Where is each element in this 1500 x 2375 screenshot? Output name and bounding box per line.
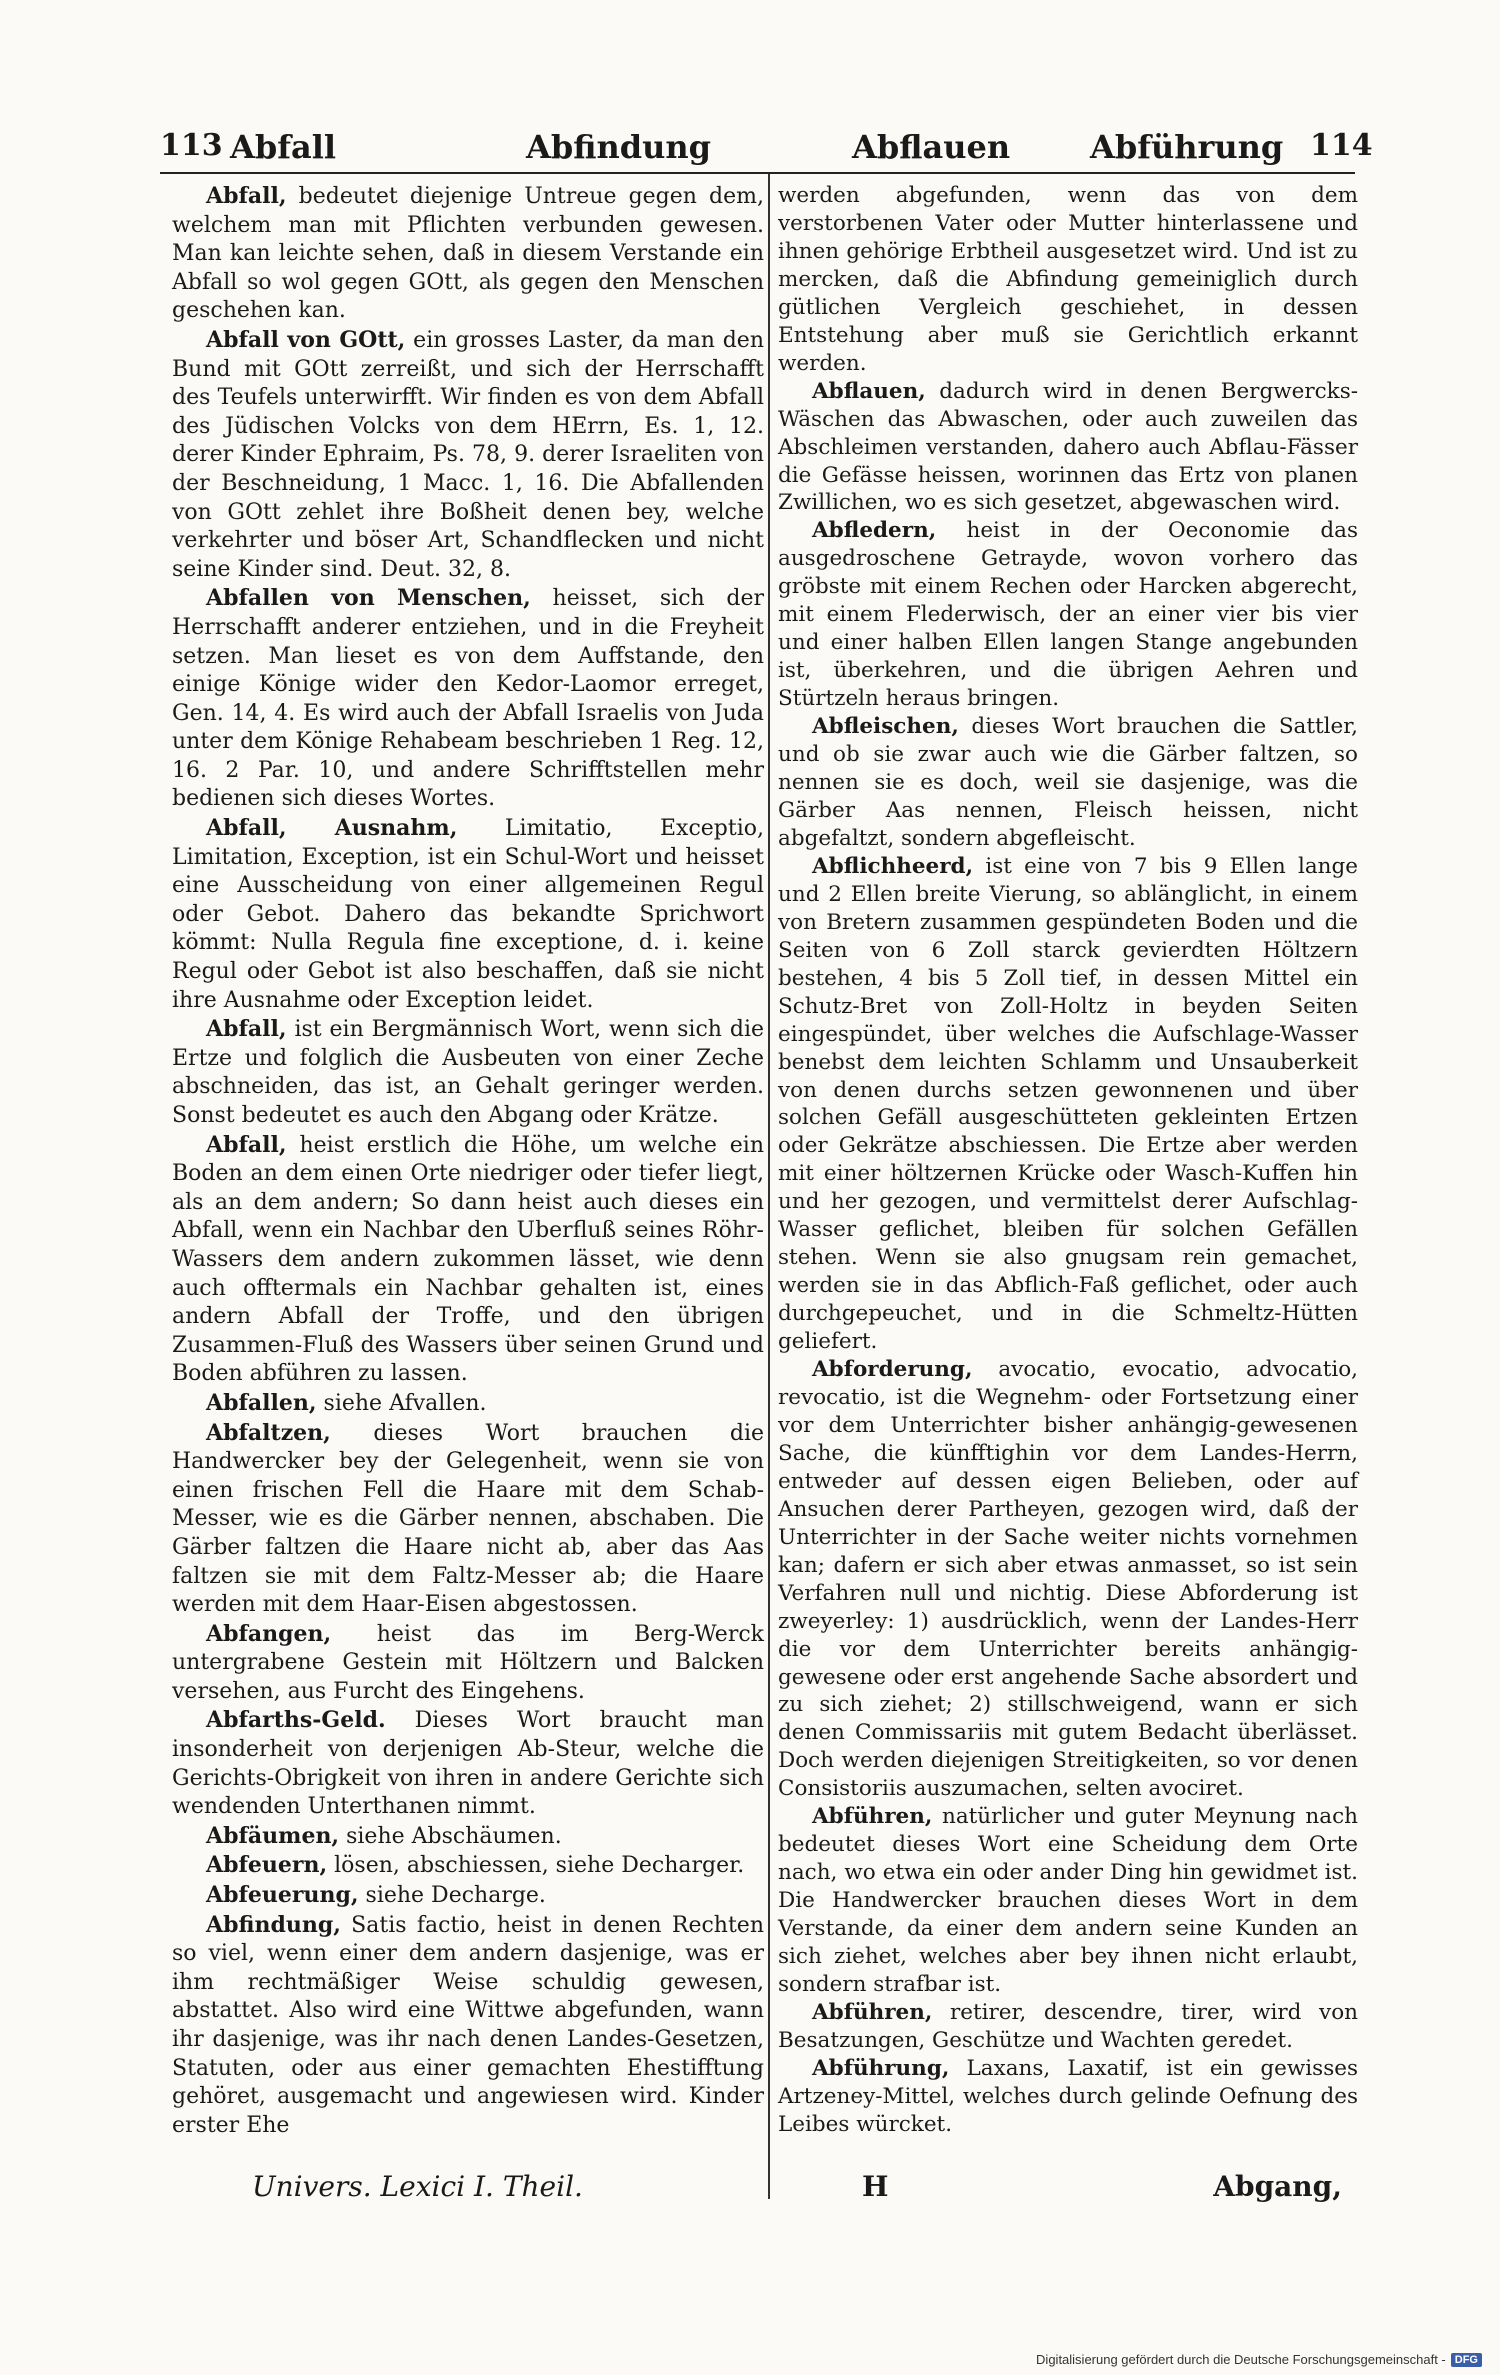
header-keyword-right-1: Abflauen (852, 128, 1011, 166)
right-column (778, 182, 1358, 2139)
entry-text: ist ein Bergmännisch Wort, wenn sich die Ertze und folglich die Ausbeuten von einer Zeche abschneiden, das ist, an Gehalt geringer werden. Sonst bedeutet es auch den Abgang oder Krätze. (172, 1017, 764, 1128)
dictionary-entry (172, 1131, 764, 1389)
entry-text: werden abgefunden, wenn das von dem verstorbenen Vater oder Mutter hinterlassene und ihnen gehörige Erbtheil ausgesetzet wird. Und ist zu mercken, daß die Abfindung gemeiniglich durch gütlichen Vergleich geschiehet, in dessen Entstehung aber muß sie Gerichtlich erkannt werden. (778, 183, 1358, 376)
entry-headword: Abfarths-Geld. (206, 1707, 386, 1734)
entry-text: heisset, sich der Herrschafft anderer entziehen, und in die Freyheit setzen. Man lieset es von dem Auffstande, den einige Könige wider den Kedor-Laomor erreget, Gen. 14, 4. Es wird auch der Abfall Israelis von Juda unter dem Könige Rehabeam beschrieben 1 Reg. 12, 16. 2 Par. 10, und andere Schrifftstellen mehr bedienen sich dieses Wortes. (172, 586, 765, 812)
entry-text: Dieses Wort braucht man insonderheit von derjenigen Ab-Steur, welche die Gerichts-Obrigkeit von ihren in andere Gerichte sich wendenden Unterthanen nimmt. (172, 1708, 764, 1820)
page-footer (172, 2170, 1352, 2206)
entry-text: heist in der Oeconomie das ausgedroschene Getrayde, wovon vorhero das gröbste mit einem Rechen oder Harcken abgerecht, mit einem Flederwisch, der an einer vier bis vier und einer halben Ellen langen Stange angebunden ist, überkehren, und die übrigen Aehren und Stürtzeln heraus bringen. (778, 518, 1358, 712)
dictionary-entry (778, 853, 1358, 1356)
entry-text: lösen, abschiessen, siehe Decharger. (327, 1853, 745, 1879)
dictionary-entry (778, 713, 1358, 853)
entry-text: ein grosses Laster, da man den Bund mit GOtt zerreißt, und sich der Herrschafft des Teufels unterwirfft. Wir finden es von dem Abfall des Jüdischen Volcks von dem HErrn, Es. 1, 12. derer Kinder Ephraim, Ps. 78, 9. derer Israeliten von der Beschneidung, 1 Macc. 1, 16. Die Abfallenden von GOtt zehlet ihre Boßheit denen bey, welche verkehrter und böser Art, Schandflecken und nicht seine Kinder sind. Deut. 32, 8. (172, 327, 764, 582)
entry-text: heist erstlich die Höhe, um welche ein Boden an dem einen Orte niedriger oder tiefer liegt, als an dem andern; So dann heist auch dieses ein Abfall, wenn ein Nachbar den Uberfluß seines Röhr-Wassers dem andern zukommen lässet, wie denn auch offtermals ein Nachbar gehalten ist, eines andern Abfall der Troffe, und den übrigen Zusammen-Fluß des Wassers über seinen Grund und Boden abführen zu lassen. (172, 1132, 764, 1387)
dfg-logo: DFG (1451, 2353, 1482, 2367)
dictionary-entry (172, 326, 764, 584)
catchword: Abgang, (1213, 2170, 1342, 2203)
entry-text: siehe Abschäumen. (339, 1823, 562, 1849)
dictionary-entry (172, 1822, 764, 1852)
dictionary-entry (172, 182, 764, 326)
entry-text: bedeutet diejenige Untreue gegen dem, welchem man mit Pflichten verbunden gewesen. Man kan leichte sehen, daß in diesem Verstande ein Abfall so wol gegen GOtt, als gegen den Menschen geschehen kan. (172, 184, 764, 324)
entry-text: natürlicher und guter Meynung nach bedeutet dieses Wort eine Scheidung dem Orte nach, wo etwa ein oder ander Ding hin gewidmet ist. Die Handwercker brauchen dieses Wort in dem Verstande, da einer dem andern seine Kunden an sich ziehet, welches aber bey ihnen nicht erlaubt, sondern strafbar ist. (778, 1804, 1358, 1997)
dictionary-entry (778, 1999, 1358, 2055)
signature-line: Univers. Lexici I. Theil. (252, 2170, 583, 2203)
entry-headword: Abfaltzen, (206, 1419, 331, 1446)
column-divider (768, 174, 770, 2199)
entry-headword: Abführung, (812, 2055, 950, 2081)
entry-headword: Abflauen, (812, 378, 926, 404)
sheet-mark: H (862, 2170, 889, 2203)
dictionary-entry (778, 182, 1358, 378)
entry-headword: Abfallen, (206, 1389, 317, 1416)
entry-headword: Abführen, (812, 1999, 933, 2025)
entry-headword: Abfindung, (206, 1911, 341, 1938)
dictionary-entry (172, 1620, 764, 1707)
entry-headword: Abfleischen, (812, 714, 959, 740)
entry-text: Laxans, Laxatif, ist ein gewisses Artzeney-Mittel, welches durch gelinde Oefnung des Leibes würcket. (778, 2055, 1358, 2137)
dictionary-entry (172, 814, 764, 1015)
page-number-right: 114 (1310, 128, 1373, 163)
dictionary-entry (778, 1803, 1358, 1999)
entry-headword: Abfall, (206, 1016, 287, 1043)
left-column (172, 182, 764, 2140)
entry-headword: Abfall, (206, 1131, 287, 1158)
entry-text: retirer, descendre, tirer, wird von Besatzungen, Geschütze und Wachten geredet. (778, 1999, 1358, 2053)
dictionary-entry (172, 1419, 764, 1620)
entry-headword: Abfall, Ausnahm, (206, 815, 458, 842)
entry-headword: Abfeuerung, (206, 1882, 359, 1909)
digitization-credit (1036, 2352, 1482, 2367)
entry-headword: Abfäumen, (206, 1822, 340, 1849)
entry-text: Limitatio, Exceptio, Limitation, Exception, ist ein Schul-Wort und heisset eine Ausscheidung von einer allgemeinen Regul oder Gebot. Dahero das bekandte Sprichwort kömmt: Nulla Regula fine exceptione, d. i. keine Regul oder Gebot ist also beschaffen, daß sie nicht ihre Ausnahme oder Exception leidet. (172, 816, 764, 1013)
entry-headword: Abführen, (812, 1804, 933, 1830)
entry-headword: Abfall, (206, 183, 287, 209)
entry-text: siehe Decharge. (358, 1883, 546, 1909)
entry-text: dadurch wird in denen Bergwercks-Wäschen das Abwaschen, oder auch zuweilen das Abschleimen verstanden, dahero auch Abflau-Fässer die Gefässe heissen, worinnen das Ertz von planen Zwillichen, wo es sich gesetzet, abgewaschen wird. (778, 378, 1358, 516)
entry-headword: Abfangen, (206, 1620, 332, 1647)
entry-headword: Abfallen von Menschen, (206, 585, 531, 612)
entry-headword: Abfall von GOtt, (206, 326, 406, 353)
dictionary-entry (172, 1911, 764, 2141)
dictionary-entry (778, 517, 1358, 713)
credit-text: Digitalisierung gefördert durch die Deutsche Forschungsgemeinschaft - (1036, 2352, 1446, 2367)
entry-headword: Abforderung, (812, 1357, 973, 1383)
dictionary-entry (778, 378, 1358, 518)
header-keyword-left-2: Abfindung (526, 128, 712, 166)
dictionary-entry (172, 584, 764, 814)
entry-text: siehe Afvallen. (316, 1390, 487, 1416)
entry-text: dieses Wort brauchen die Handwercker bey der Gelegenheit, wenn sie von einen frischen Fell die Haare mit dem Schab-Messer, wie es die Gärber nennen, abschaben. Die Gärber faltzen die Haare nicht ab, aber das Aas faltzen sie mit dem Faltz-Messer ab; die Haare werden mit dem Haar-Eisen abgestossen. (172, 1420, 764, 1618)
dictionary-entry (172, 1851, 764, 1881)
header-rule (160, 172, 1355, 174)
entry-text: Satis factio, heist in denen Rechten so viel, wenn einer dem andern dasjenige, was er ihm rechtmäßiger Weise schuldig gewesen, abstattet. Also wird eine Wittwe abgefunden, wann ihr dasjenige, was ihr nach denen Landes-Gesetzen, Statuten, oder aus einer gemachten Ehestifftung gehöret, ausgemacht und angewiesen wird. Kinder erster Ehe (172, 1912, 764, 2138)
dictionary-entry (778, 2055, 1358, 2139)
dictionary-entry (172, 1015, 764, 1130)
dictionary-entry (172, 1389, 764, 1419)
dictionary-entry (172, 1706, 764, 1821)
dictionary-entry (172, 1881, 764, 1911)
entry-text: heist das im Berg-Werck untergrabene Gestein mit Höltzern und Balcken versehen, aus Furcht des Eingehens. (172, 1621, 764, 1704)
header-keyword-left-1: Abfall (230, 128, 337, 166)
entry-headword: Abfeuern, (206, 1852, 328, 1879)
entry-text: ist eine von 7 bis 9 Ellen lange und 2 Ellen breite Vierung, so ablänglicht, in einem von Bretern zusammen gespündeten Boden und die Seiten von 6 Zoll starck gevierdten Höltzern bestehen, 4 bis 5 Zoll tief, in dessen Mittel ein Schutz-Bret von Zoll-Holtz in beyden Seiten eingespündet, über welches die Aufschlage-Wasser benebst dem leichten Schlamm und Unsauberkeit von denen durchs setzen gewonnenen und über solchen Gefäll ausgeschütteten gekleinten Ertzen oder Gekrätze abschiessen. Die Ertze aber werden mit einer höltzernen Krücke oder Wasch-Kuffen hin und her gezogen, und vermittelst derer Aufschlag-Wasser geflichet, bleiben für solchen Gefällen stehen. Wenn sie also gnugsam rein gemachet, werden sie in das Abflich-Faß geflichet, oder auch durchgepeuchet, und in die Schmeltz-Hütten geliefert. (778, 853, 1358, 1355)
header-keyword-right-2: Abführung (1090, 128, 1284, 166)
entry-headword: Abflichheerd, (812, 853, 974, 879)
page-number-left: 113 (160, 128, 223, 163)
entry-text: avocatio, evocatio, advocatio, revocatio, ist die Wegnehm- oder Fortsetzung einer vor dem Unterrichter bisher anhängig-gewesenen Sache, die künfftighin vor dem Landes-Herrn, entweder auf dessen eigen Belieben, oder auf Ansuchen derer Partheyen, gezogen wird, daß der Unterrichter in der Sache weiter nichts vornehmen kan; dafern er sich aber etwas anmasset, so ist sein Verfahren null und nichtig. Diese Abforderung ist zweyerley: 1) ausdrücklich, wenn der Landes-Herr die vor dem Unterrichter bereits anhängig-gewesene oder erst angehende Sache absordert und zu sich ziehet; 2) stillschweigend, wann er sich denen Commissariis mit gutem Bedacht überlässet. Doch werden diejenigen Streitigkeiten, so vor denen Consistoriis auszumachen, selten avociret. (778, 1357, 1358, 1802)
dictionary-entry (778, 1356, 1358, 1803)
entry-text: dieses Wort brauchen die Sattler, und ob sie zwar auch wie die Gärber faltzen, so nennen sie es doch, weil sie dasjenige, was die Gärber Aas nennen, Fleisch heissen, nicht abgefaltzt, sondern abgefleischt. (778, 714, 1358, 851)
running-header (160, 128, 1373, 168)
entry-headword: Abfledern, (812, 518, 937, 544)
